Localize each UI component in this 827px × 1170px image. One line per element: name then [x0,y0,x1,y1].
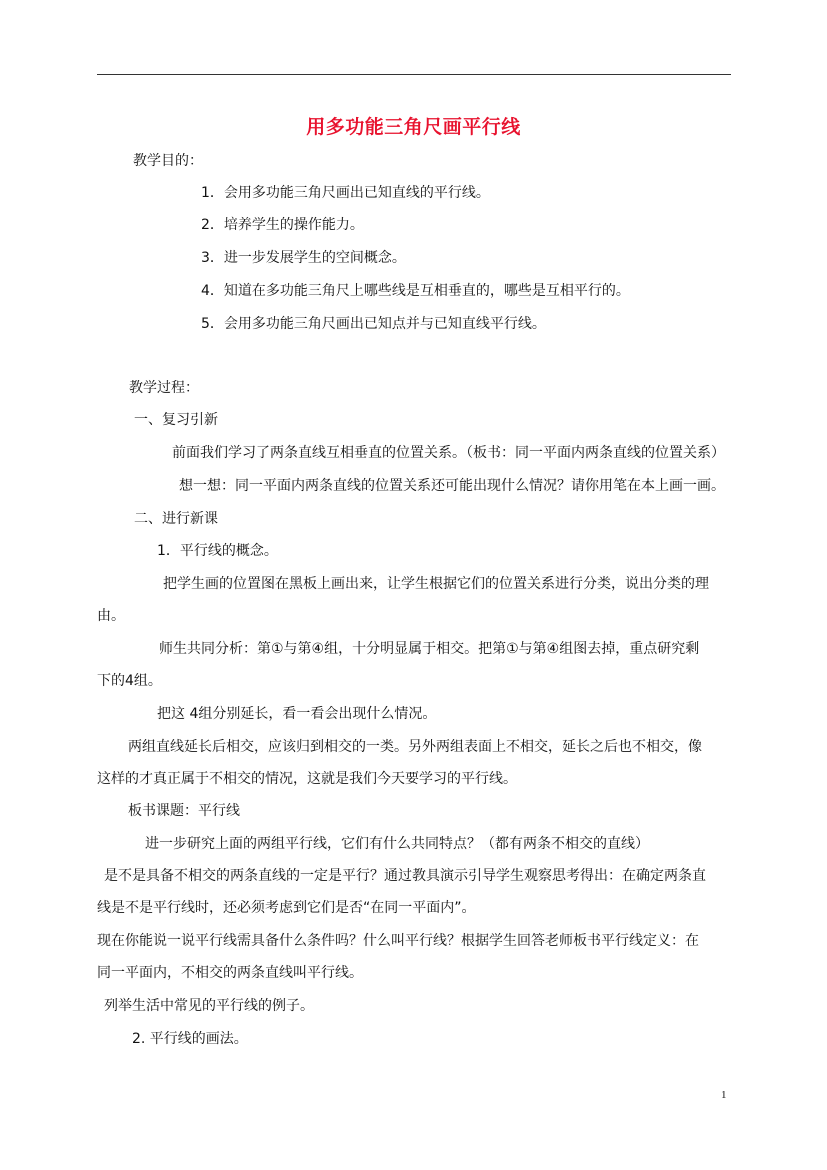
paragraph-line: 板书课题：平行线 [128,803,240,819]
document-title: 用多功能三角尺画平行线 [306,116,521,138]
objective-item: 1．会用多功能三角尺画出已知直线的平行线。 [201,185,490,201]
paragraph-line: 线是不是平行线时，还必须考虑到它们是否“在同一平面内”。 [97,900,476,916]
paragraph-line: 进一步研究上面的两组平行线，它们有什么共同特点？（都有两条不相交的直线） [145,836,649,852]
subsection-heading: 二、进行新课 [134,511,218,527]
subsection-heading: 一、复习引新 [134,412,218,428]
section-heading-objectives: 教学目的： [133,153,203,169]
page-number: 1 [721,1089,727,1101]
objective-item: 2．培养学生的操作能力。 [201,217,364,233]
paragraph-line: 前面我们学习了两条直线互相垂直的位置关系。（板书：同一平面内两条直线的位置关系） [172,445,725,461]
paragraph-line: 下的4组。 [97,673,162,689]
item-heading: 1．平行线的概念。 [157,543,278,559]
item-heading: 2. 平行线的画法。 [132,1031,248,1047]
section-heading-process: 教学过程： [129,380,199,396]
paragraph-line: 把这 4组分别延长，看一看会出现什么情况。 [157,706,437,722]
paragraph-line: 是不是具备不相交的两条直线的一定是平行？通过教具演示引导学生观察思考得出：在确定两条直 [104,868,706,884]
paragraph-line: 由。 [97,608,125,624]
paragraph-line: 把学生画的位置图在黑板上画出来，让学生根据它们的位置关系进行分类，说出分类的理 [163,576,709,592]
paragraph-line: 想一想：同一平面内两条直线的位置关系还可能出现什么情况？请你用笔在本上画一画。 [179,478,725,494]
paragraph-line: 现在你能说一说平行线需具备什么条件吗？什么叫平行线？根据学生回答老师板书平行线定义：在 [97,933,699,949]
paragraph-line: 同一平面内，不相交的两条直线叫平行线。 [97,965,363,981]
objective-item: 4．知道在多功能三角尺上哪些线是互相垂直的，哪些是互相平行的。 [201,283,630,299]
header-rule [97,74,731,75]
objective-item: 3．进一步发展学生的空间概念。 [201,250,406,266]
paragraph-line: 师生共同分析：第①与第④组，十分明显属于相交。把第①与第④组图去掉，重点研究剩 [159,641,700,657]
objective-item: 5．会用多功能三角尺画出已知点并与已知直线平行线。 [201,316,546,332]
paragraph-line: 列举生活中常见的平行线的例子。 [104,998,314,1014]
paragraph-line: 这样的才真正属于不相交的情况，这就是我们今天要学习的平行线。 [97,771,517,787]
paragraph-line: 两组直线延长后相交，应该归到相交的一类。另外两组表面上不相交，延长之后也不相交，像 [128,739,702,755]
